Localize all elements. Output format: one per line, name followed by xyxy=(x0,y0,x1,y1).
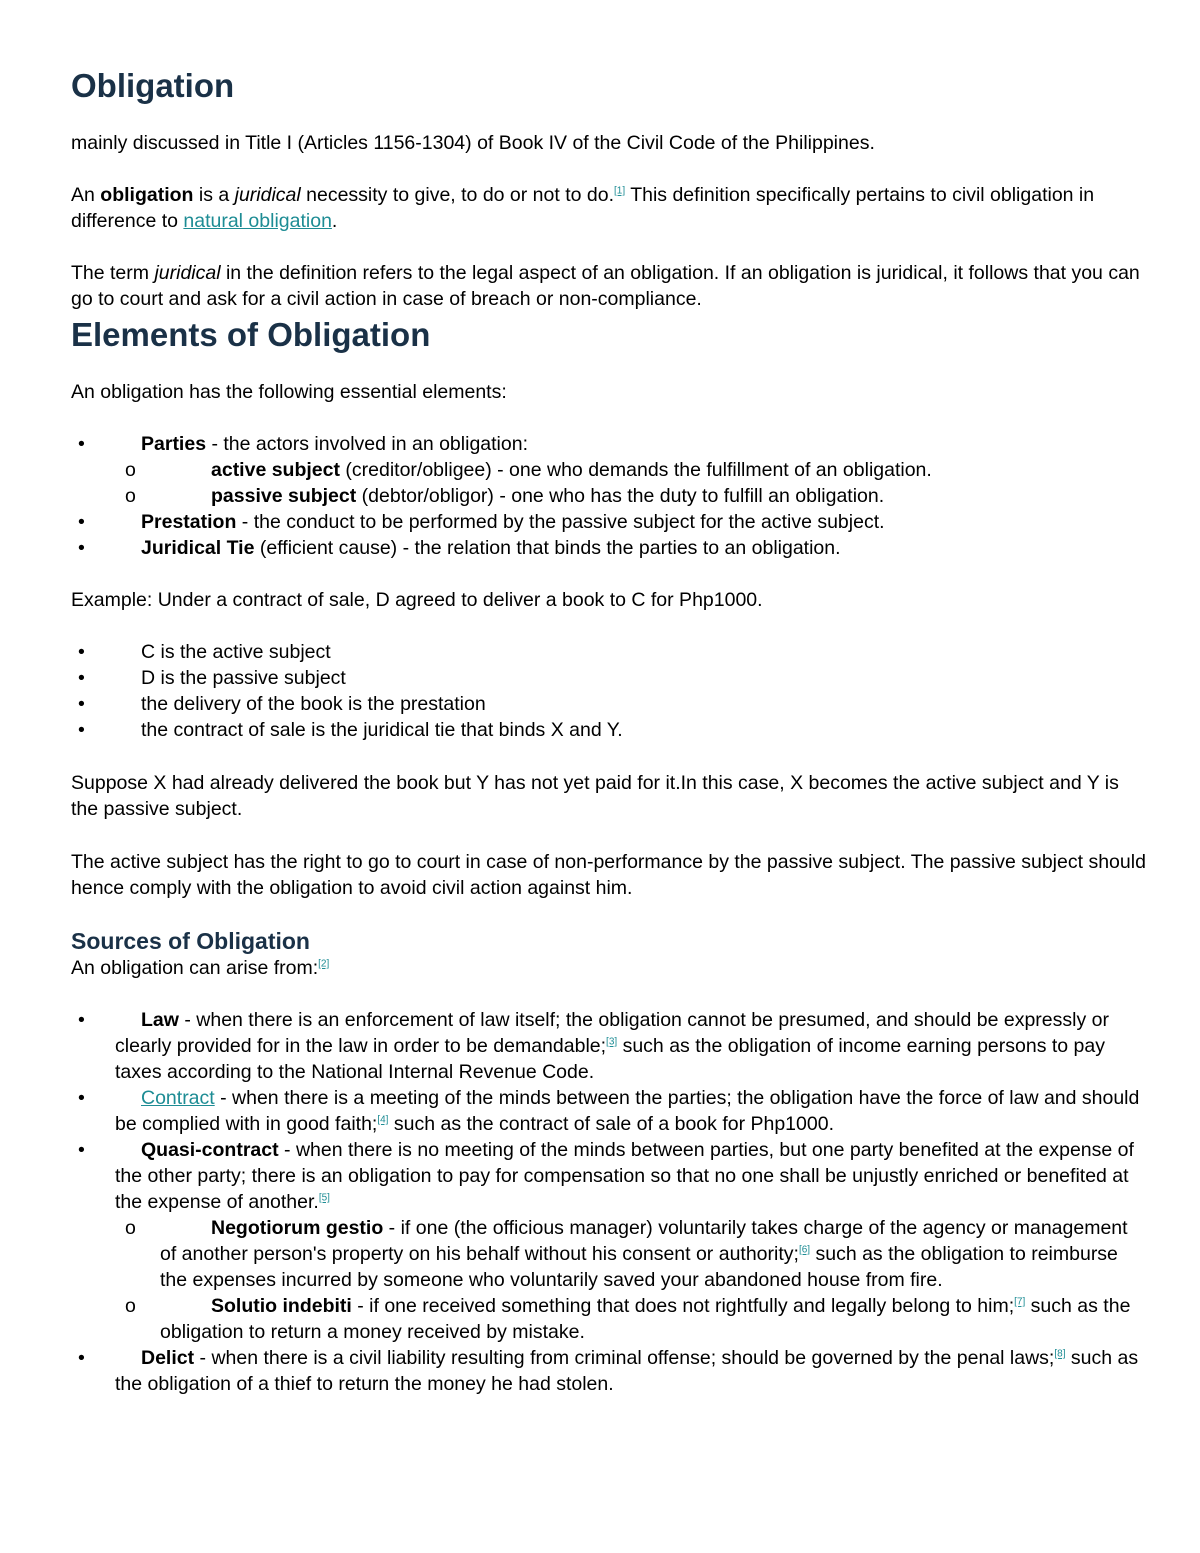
bullet-icon: • xyxy=(78,511,85,533)
item-label: Negotiorum gestio xyxy=(211,1217,384,1239)
footnote-link[interactable]: [4] xyxy=(377,1114,389,1126)
item-text: - if one (the officious manager) voluntarily takes charge of the agency or management of another person's property on his behalf without his consent or authority; xyxy=(160,1217,1128,1265)
intro-paragraph: mainly discussed in Title I (Articles 1156-1304) of Book IV of the Civil Code of the Philippines. xyxy=(71,132,875,154)
sources-heading: Sources of Obligation xyxy=(71,928,310,954)
item-text: such as the obligation to reimburse the expenses incurred by someone who voluntarily saved your abandoned house from fire. xyxy=(160,1243,1118,1291)
item-text: - the actors involved in an obligation: xyxy=(206,433,528,455)
item-label: passive subject xyxy=(211,485,357,507)
definition-text: This definition specifically pertains to civil obligation in difference to xyxy=(71,184,1095,232)
item-label: Prestation xyxy=(141,511,237,533)
item-label: Solutio indebiti xyxy=(211,1295,352,1317)
circle-bullet-icon: o xyxy=(125,1295,136,1317)
item-label: active subject xyxy=(211,459,340,481)
list-item xyxy=(71,717,1146,743)
list-item xyxy=(71,1293,1146,1345)
footnote-link[interactable]: [2] xyxy=(318,958,330,970)
bullet-icon: • xyxy=(78,1139,85,1161)
list-item xyxy=(71,665,1146,691)
item-text: - when there is no meeting of the minds between parties, but one party benefited at the expense of the other party; there is an obligation to pay for compensation so that no one shall be unjustly enriched or benefited at the expense of another. xyxy=(115,1139,1134,1213)
footnote-ref-3[interactable] xyxy=(606,1037,617,1048)
list-item xyxy=(71,483,1146,509)
list-item xyxy=(71,691,1146,717)
elements-intro: An obligation has the following essential elements: xyxy=(71,381,507,403)
definition-text: necessity to give, to do or not to do. xyxy=(300,184,615,206)
list-item xyxy=(71,1137,1146,1215)
footnote-link[interactable]: [6] xyxy=(798,1244,811,1256)
list-item xyxy=(71,1085,1146,1137)
circle-bullet-icon: o xyxy=(125,459,136,481)
item-text: - when there is an enforcement of law itself; the obligation cannot be presumed, and should be expressly or clearly provided for in the law in order to be demandable; xyxy=(115,1009,1109,1057)
list-item xyxy=(71,509,1146,535)
sources-list xyxy=(71,1007,1146,1397)
example-list xyxy=(71,639,1146,743)
item-text: the contract of sale is the juridical tie that binds X and Y. xyxy=(141,719,623,741)
item-text: (debtor/obligor) - one who has the duty to fulfill an obligation. xyxy=(356,485,885,507)
bullet-icon: • xyxy=(78,1009,85,1031)
bullet-icon: • xyxy=(78,667,85,689)
item-text: - when there is a meeting of the minds between the parties; the obligation have the force of law and should be complied with in good faith; xyxy=(115,1087,1140,1135)
natural-obligation-link[interactable]: natural obligation xyxy=(183,210,332,232)
sources-intro xyxy=(71,955,1146,981)
active-right-paragraph: The active subject has the right to go to court in case of non-performance by the passive subject. The passive subject should hence comply with the obligation to avoid civil action against him. xyxy=(71,851,1146,899)
page-title: Obligation xyxy=(71,67,235,104)
definition-term: obligation xyxy=(100,184,194,206)
circle-bullet-icon: o xyxy=(125,1217,136,1239)
bullet-icon: • xyxy=(78,1347,85,1369)
definition-italic: juridical xyxy=(234,184,301,206)
footnote-ref-5[interactable] xyxy=(319,1193,330,1204)
footnote-ref-2[interactable] xyxy=(318,959,329,970)
definition-paragraph xyxy=(71,182,1146,234)
list-item xyxy=(71,535,1146,561)
item-text: (creditor/obligee) - one who demands the fulfillment of an obligation. xyxy=(339,459,932,481)
item-text: (efficient cause) - the relation that binds the parties to an obligation. xyxy=(254,537,841,559)
bullet-icon: • xyxy=(78,1087,85,1109)
definition-text: is a xyxy=(193,184,235,206)
footnote-ref-8[interactable] xyxy=(1054,1349,1065,1360)
footnote-ref-1[interactable] xyxy=(614,186,625,197)
item-text: such as the contract of sale of a book for Php1000. xyxy=(388,1113,834,1135)
bullet-icon: • xyxy=(78,719,85,741)
bullet-icon: • xyxy=(78,641,85,663)
item-text: such as the obligation of income earning persons to pay taxes according to the National Internal Revenue Code. xyxy=(115,1035,1105,1083)
contract-link[interactable]: Contract xyxy=(141,1087,215,1109)
footnote-ref-4[interactable] xyxy=(377,1115,388,1126)
bullet-icon: • xyxy=(78,433,85,455)
list-item xyxy=(71,457,1146,483)
list-item xyxy=(71,639,1146,665)
item-text: D is the passive subject xyxy=(141,667,346,689)
term-paragraph xyxy=(71,260,1146,312)
list-item xyxy=(71,1007,1146,1085)
definition-text: . xyxy=(331,210,338,232)
item-text: C is the active subject xyxy=(141,641,331,663)
item-text: - the conduct to be performed by the passive subject for the active subject. xyxy=(236,511,885,533)
item-label: Parties xyxy=(141,433,207,455)
document-page xyxy=(71,66,1146,1397)
item-text: the delivery of the book is the prestation xyxy=(141,693,486,715)
sources-intro-text: An obligation can arise from: xyxy=(71,957,319,979)
term-italic: juridical xyxy=(154,262,221,284)
list-item xyxy=(71,1215,1146,1293)
item-text: - if one received something that does not rightfully and legally belong to him; xyxy=(351,1295,1015,1317)
footnote-link[interactable]: [1] xyxy=(614,185,626,197)
term-text: The term xyxy=(71,262,155,284)
elements-list xyxy=(71,431,1146,561)
bullet-icon: • xyxy=(78,537,85,559)
footnote-link[interactable]: [8] xyxy=(1054,1348,1066,1360)
definition-text: An xyxy=(71,184,101,206)
footnote-link[interactable]: [7] xyxy=(1014,1296,1026,1308)
suppose-paragraph: Suppose X had already delivered the book but Y has not yet paid for it.In this case, X becomes the active subject and Y is the passive subject. xyxy=(71,772,1119,820)
item-text: such as the obligation of a thief to return the money he had stolen. xyxy=(115,1347,1139,1395)
item-text: such as the obligation to return a money received by mistake. xyxy=(160,1295,1131,1343)
item-label: Delict xyxy=(141,1347,195,1369)
footnote-link[interactable]: [5] xyxy=(318,1192,330,1204)
list-item xyxy=(71,1345,1146,1397)
list-item xyxy=(71,431,1146,457)
footnote-ref-6[interactable] xyxy=(799,1245,810,1256)
bullet-icon: • xyxy=(78,693,85,715)
term-text: in the definition refers to the legal aspect of an obligation. If an obligation is juridical, it follows that you can go to court and ask for a civil action in case of breach or non-compliance. xyxy=(71,262,1140,310)
footnote-link[interactable]: [3] xyxy=(606,1036,618,1048)
item-text: - when there is a civil liability resulting from criminal offense; should be governed by the penal laws; xyxy=(194,1347,1055,1369)
item-label: Juridical Tie xyxy=(141,537,255,559)
footnote-ref-7[interactable] xyxy=(1014,1297,1025,1308)
item-label: Law xyxy=(141,1009,179,1031)
circle-bullet-icon: o xyxy=(125,485,136,507)
elements-heading: Elements of Obligation xyxy=(71,316,431,353)
example-paragraph: Example: Under a contract of sale, D agreed to deliver a book to C for Php1000. xyxy=(71,589,763,611)
item-label: Quasi-contract xyxy=(141,1139,279,1161)
